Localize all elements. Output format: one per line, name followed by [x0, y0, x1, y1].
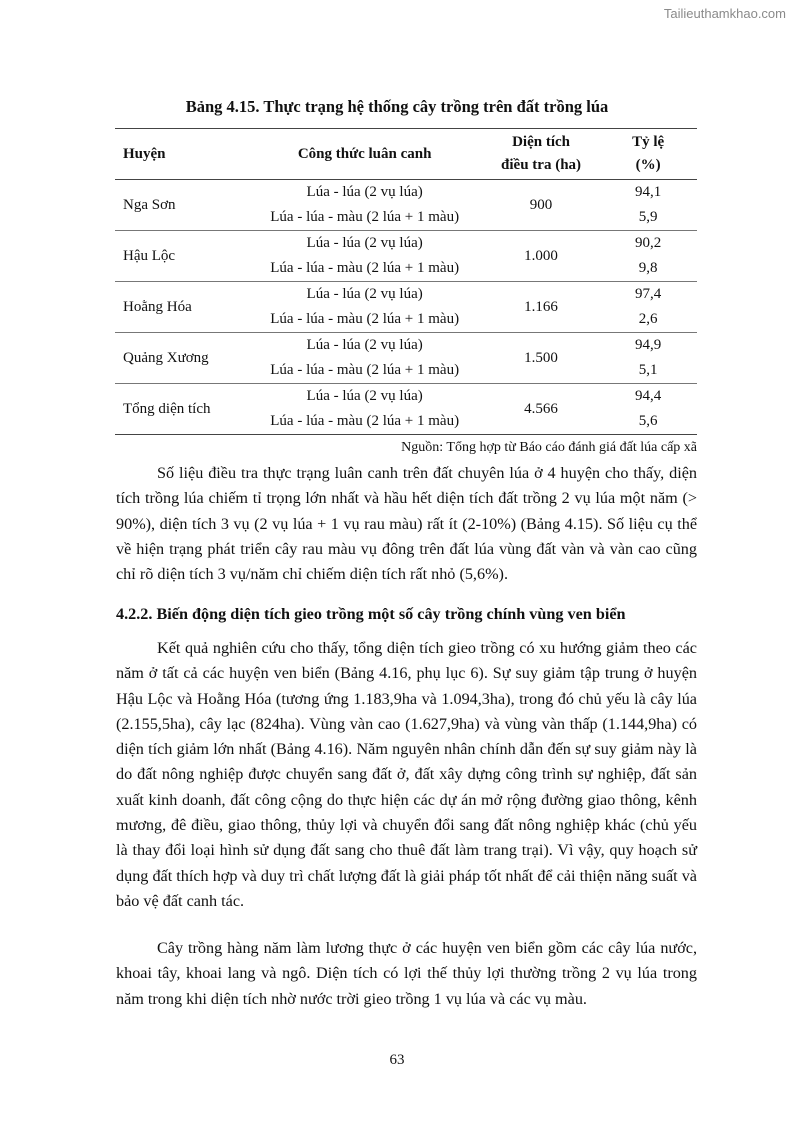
district-cell: Hoằng Hóa — [123, 298, 192, 315]
area-cell: 1.000 — [524, 247, 558, 264]
ratio-value: 5,6 — [638, 413, 658, 429]
formula-line: Lúa - lúa (2 vụ lúa) — [306, 337, 423, 353]
district-cell: Nga Sơn — [123, 196, 176, 213]
formula-line: Lúa - lúa (2 vụ lúa) — [306, 184, 423, 200]
ratio-cell — [599, 333, 697, 384]
ratio-cell — [599, 384, 697, 435]
formula-cell — [247, 282, 483, 333]
ratio-value: 94,1 — [635, 184, 662, 200]
formula-line: Lúa - lúa (2 vụ lúa) — [306, 286, 423, 302]
crop-rotation-table — [115, 128, 697, 435]
ratio-cell — [599, 231, 697, 282]
ratio-value: 94,9 — [635, 337, 662, 353]
formula-line: Lúa - lúa - màu (2 lúa + 1 màu) — [270, 209, 460, 225]
ratio-value: 97,4 — [635, 286, 662, 302]
ratio-value: 2,6 — [638, 311, 658, 327]
formula-line: Lúa - lúa - màu (2 lúa + 1 màu) — [270, 413, 460, 429]
formula-line: Lúa - lúa (2 vụ lúa) — [306, 235, 423, 251]
table-row — [115, 231, 697, 282]
header-area — [483, 129, 599, 180]
header-district: Huyện — [123, 145, 166, 162]
formula-cell — [247, 384, 483, 435]
table-source-note: Nguồn: Tổng hợp từ Báo cáo đánh giá đất lúa cấp xã — [401, 440, 697, 455]
ratio-value: 94,4 — [635, 388, 662, 404]
paragraph: Số liệu điều tra thực trạng luân canh trên đất chuyên lúa ở 4 huyện cho thấy, diện tích trồng lúa chiếm tỉ trọng lớn nhất và hầu hết diện tích đất trồng 2 vụ lúa một năm (> 90%), diện tích 3 vụ (2 vụ lúa + 1 vụ rau màu) rất ít (2-10%) (Bảng 4.15). Số liệu cụ thể về hiện trạng phát triển cây rau màu vụ đông trên đất lúa vùng đất vàn và vàn cao cũng chỉ rõ diện tích 3 vụ/năm chỉ chiếm diện tích rất nhỏ (5,6%). — [116, 464, 697, 584]
header-ratio-line2: (%) — [635, 157, 661, 173]
area-cell: 1.166 — [524, 298, 558, 315]
header-ratio-line1: Tỷ lệ — [632, 134, 665, 150]
formula-line: Lúa - lúa - màu (2 lúa + 1 màu) — [270, 311, 460, 327]
header-area-line2: điều tra (ha) — [501, 157, 582, 173]
formula-cell — [247, 333, 483, 384]
formula-line: Lúa - lúa - màu (2 lúa + 1 màu) — [270, 362, 460, 378]
header-area-line1: Diện tích — [512, 134, 571, 150]
formula-cell — [247, 180, 483, 231]
ratio-value: 9,8 — [638, 260, 658, 276]
formula-cell — [247, 231, 483, 282]
table-row — [115, 333, 697, 384]
ratio-value: 5,1 — [638, 362, 658, 378]
ratio-value: 90,2 — [635, 235, 662, 251]
page-number: 63 — [389, 1052, 405, 1068]
district-cell: Quảng Xương — [123, 349, 209, 366]
formula-line: Lúa - lúa (2 vụ lúa) — [306, 388, 423, 404]
table-caption: Bảng 4.15. Thực trạng hệ thống cây trồng trên đất trồng lúa — [185, 97, 609, 116]
paragraph: Cây trồng hàng năm làm lương thực ở các huyện ven biển gồm các cây lúa nước, khoai tây, khoai lang và ngô. Diện tích có lợi thế thủy lợi thường trồng 2 vụ lúa trong năm trong khi diện tích nhờ nước trời gieo trồng 1 vụ lúa và các vụ màu. — [116, 939, 697, 1008]
area-cell: 1.500 — [524, 349, 558, 366]
ratio-cell — [599, 282, 697, 333]
watermark: Tailieuthamkhao.com — [663, 6, 786, 21]
formula-line: Lúa - lúa - màu (2 lúa + 1 màu) — [270, 260, 460, 276]
district-cell: Tổng diện tích — [123, 400, 211, 417]
header-ratio — [599, 129, 697, 180]
section-heading: 4.2.2. Biến động diện tích gieo trồng một số cây trồng chính vùng ven biển — [116, 605, 626, 623]
ratio-cell — [599, 180, 697, 231]
area-cell: 900 — [529, 196, 553, 213]
paragraph: Kết quả nghiên cứu cho thấy, tổng diện tích gieo trồng có xu hướng giảm theo các năm ở tất cả các huyện ven biển (Bảng 4.16, phụ lục 6). Sự suy giảm tập trung ở huyện Hậu Lộc và Hoằng Hóa (tương ứng 1.183,9ha và 1.094,3ha), trong đó chủ yếu là cây lúa (2.155,5ha), cây lạc (824ha). Vùng vàn cao (1.627,9ha) và vùng vàn thấp (1.144,9ha) có diện tích giảm lớn nhất (Bảng 4.16). Năm nguyên nhân chính dẫn đến sự suy giảm này là do đất nông nghiệp được chuyển sang đất ở, đất xây dựng công trình sự nghiệp, đất sản xuất kinh doanh, đất công cộng do thực hiện các dự án mở rộng đường giao thông, kênh mương, đê điều, giao thông, thủy lợi và chuyển đổi sang đất nông nghiệp khác (chủ yếu là thay đổi loại hình sử dụng đất sang cho thuê đất làm trang trại). Vì vậy, quy hoạch sử dụng đất thích hợp và duy trì chất lượng đất là giải pháp tốt nhất để cải thiện năng suất và bảo vệ đất canh tác. — [116, 639, 697, 910]
ratio-value: 5,9 — [638, 209, 658, 225]
area-cell: 4.566 — [524, 400, 558, 417]
table-header-row — [115, 129, 697, 180]
table-row — [115, 282, 697, 333]
table-row-total — [115, 384, 697, 435]
district-cell: Hậu Lộc — [123, 247, 176, 264]
table-row — [115, 180, 697, 231]
header-formula: Công thức luân canh — [297, 145, 432, 162]
